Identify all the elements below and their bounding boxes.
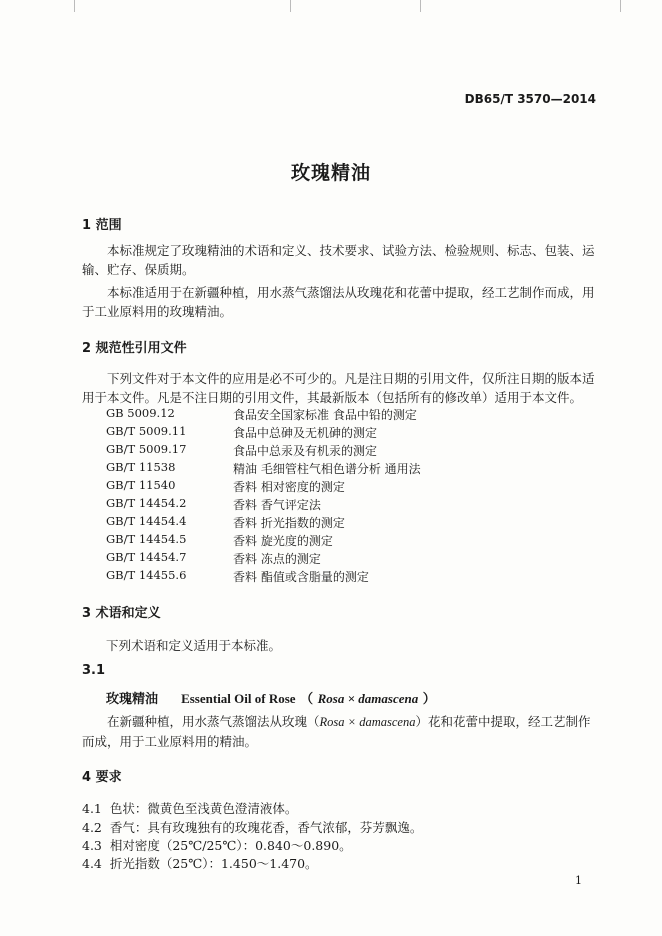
reference-title: 食品安全国家标准 食品中铅的测定: [233, 408, 417, 422]
term-english: Essential Oil of Rose: [181, 691, 296, 706]
definition-latin: Rosa × damascena: [319, 715, 416, 729]
reference-title: 香料 酯值或含脂量的测定: [233, 570, 369, 584]
term-latin: Rosa × damascena: [317, 691, 419, 706]
reference-title: 香料 冻点的测定: [233, 552, 321, 566]
scan-artifact: [620, 0, 621, 12]
requirement-text: 香气：具有玫瑰独有的玫瑰花香，香气浓郁，芬芳飘逸。: [109, 820, 423, 835]
reference-title: 香料 折光指数的测定: [233, 516, 345, 530]
reference-code: GB/T 14454.4: [106, 514, 187, 528]
reference-title: 食品中总汞及有机汞的测定: [233, 444, 378, 458]
reference-code: GB/T 14454.7: [106, 550, 187, 564]
reference-code: GB/T 11538: [106, 460, 176, 474]
references-intro: 下列文件对于本文件的应用是必不可少的。凡是注日期的引用文件，仅所注日期的版本适用于本文件。凡是不注日期的引用文件，其最新版本（包括所有的修改单）适用于本文件。: [82, 371, 595, 405]
requirement-number: 4.3: [82, 838, 102, 853]
scan-artifact: [290, 0, 291, 12]
reference-title: 香料 香气评定法: [233, 498, 321, 512]
page-number: 1: [575, 874, 582, 887]
document-number: DB65/T 3570—2014: [464, 92, 596, 106]
term-heading: [106, 688, 436, 707]
section-heading-terms: 3 术语和定义: [82, 606, 161, 621]
section-heading-normative-references: 2 规范性引用文件: [82, 341, 187, 356]
requirement-item: [82, 854, 318, 872]
requirement-number: 4.2: [82, 820, 102, 835]
reference-code: GB/T 11540: [106, 478, 176, 492]
reference-code: GB 5009.12: [106, 406, 175, 420]
requirement-text: 相对密度（25℃/25℃）：0.840～0.890。: [109, 838, 352, 853]
term-paren-open: （: [300, 692, 314, 707]
reference-title: 精油 毛细管柱气相色谱分析 通用法: [233, 462, 421, 476]
section-heading-scope: 1 范围: [82, 218, 122, 233]
scope-paragraph-1: 本标准规定了玫瑰精油的术语和定义、技术要求、试验方法、检验规则、标志、包装、运输、贮存、保质期。: [82, 243, 595, 277]
reference-title: 香料 相对密度的测定: [233, 480, 345, 494]
requirement-text: 折光指数（25℃）：1.450～1.470。: [109, 856, 318, 871]
reference-code: GB/T 5009.17: [106, 442, 187, 456]
requirement-number: 4.1: [82, 801, 102, 816]
terms-intro: 下列术语和定义适用于本标准。: [106, 638, 282, 653]
term-paren-close: ）: [422, 692, 436, 707]
requirement-text: 色状：微黄色至浅黄色澄清液体。: [109, 801, 298, 816]
term-chinese: 玫瑰精油: [106, 692, 159, 707]
page-title: 玫瑰精油: [290, 162, 371, 184]
section-heading-requirements: 4 要求: [82, 770, 122, 785]
definition-text: ）花和花蕾中提取，经工艺制作而成，用于工业原料用的精油。: [82, 714, 591, 749]
reference-code: GB/T 14454.2: [106, 496, 187, 510]
scan-artifact: [74, 0, 75, 12]
reference-title: 香料 旋光度的测定: [233, 534, 333, 548]
scan-artifact: [420, 0, 421, 12]
clause-number: 3.1: [82, 663, 106, 678]
requirement-item: [82, 799, 297, 817]
reference-title: 食品中总砷及无机砷的测定: [233, 426, 378, 440]
reference-code: GB/T 14454.5: [106, 532, 187, 546]
reference-code: GB/T 14455.6: [106, 568, 187, 582]
reference-code: GB/T 5009.11: [106, 424, 187, 438]
definition-text: 在新疆种植，用水蒸气蒸馏法从玫瑰（: [107, 714, 320, 729]
term-definition: [82, 712, 602, 751]
requirement-item: [82, 836, 352, 854]
scope-paragraph-2: 本标准适用于在新疆种植，用水蒸气蒸馏法从玫瑰花和花蕾中提取，经工艺制作而成，用于工业原料用的玫瑰精油。: [82, 285, 595, 319]
requirement-item: [82, 818, 422, 836]
requirement-number: 4.4: [82, 856, 102, 871]
